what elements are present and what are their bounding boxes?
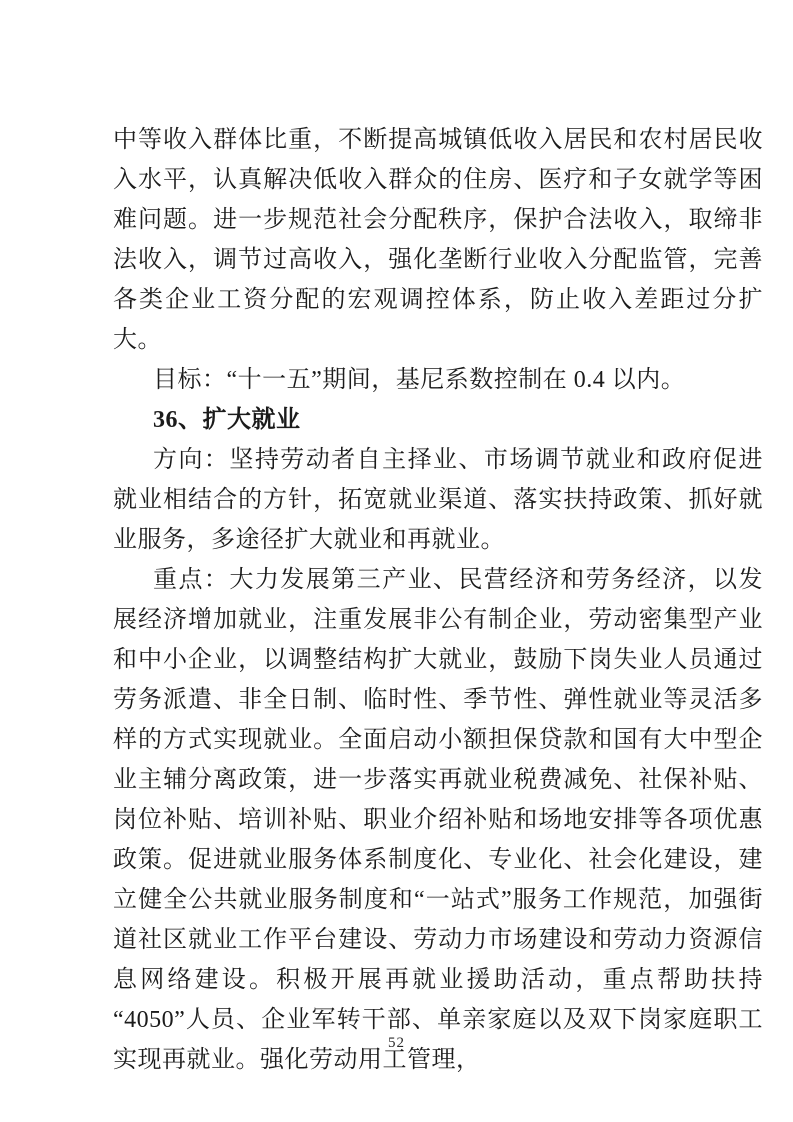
paragraph-direction: 方向：坚持劳动者自主择业、市场调节就业和政府促进就业相结合的方针，拓宽就业渠道、落实扶持政策、抓好就业服务，多途径扩大就业和再就业。 — [113, 447, 763, 553]
paragraph-goal: 目标：“十一五”期间，基尼系数控制在 0.4 以内。 — [153, 367, 686, 393]
section-heading-36-expand-employment: 36、扩大就业 — [153, 407, 301, 433]
paragraph-income-distribution-continuation: 中等收入群体比重，不断提高城镇低收入居民和农村居民收入水平，认真解决低收入群众的住房、医疗和子女就学等困难问题。进一步规范社会分配秩序，保护合法收入，取缔非法收入，调节过高收入，强化垄断行业收入分配监管，完善各类企业工资分配的宏观调控体系，防止收入差距过分扩大。 — [113, 127, 763, 353]
document-body — [113, 120, 763, 1080]
page-number: 52 — [388, 1035, 405, 1051]
paragraph-focus: 重点：大力发展第三产业、民营经济和劳务经济，以发展经济增加就业，注重发展非公有制企业，劳动密集型产业和中小企业，以调整结构扩大就业，鼓励下岗失业人员通过劳务派遣、非全日制、临时性、季节性、弹性就业等灵活多样的方式实现就业。全面启动小额担保贷款和国有大中型企业主辅分离政策，进一步落实再就业税费减免、社保补贴、岗位补贴、培训补贴、职业介绍补贴和场地安排等各项优惠政策。促进就业服务体系制度化、专业化、社会化建设，建立健全公共就业服务制度和“一站式”服务工作规范，加强街道社区就业工作平台建设、劳动力市场建设和劳动力资源信息网络建设。积极开展再就业援助活动，重点帮助扶持“4050”人员、企业军转干部、单亲家庭以及双下岗家庭职工实现再就业。强化劳动用工管理， — [113, 567, 763, 1073]
